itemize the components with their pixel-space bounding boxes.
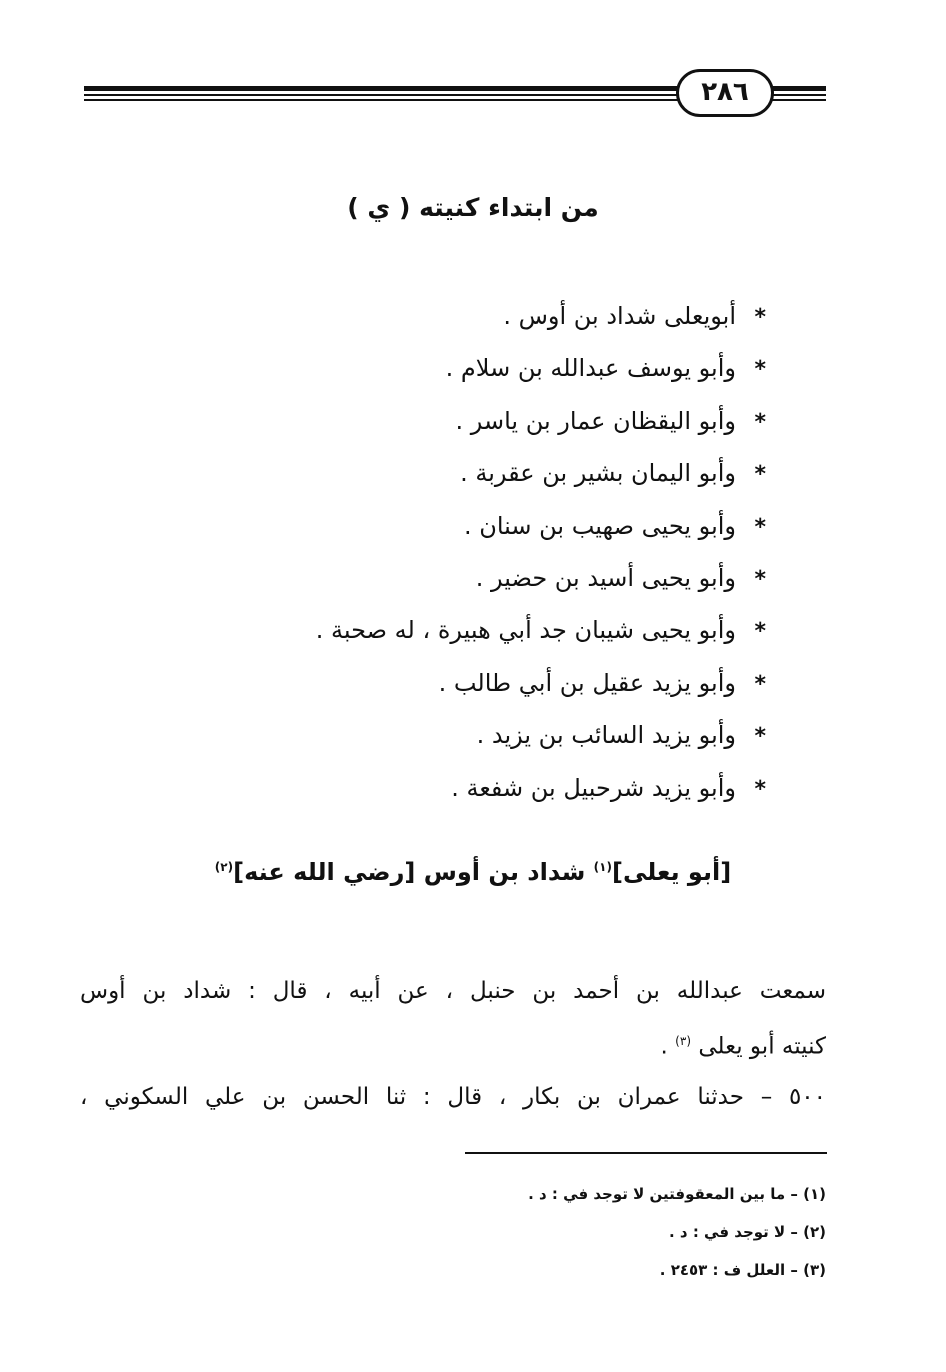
list-item: *وأبو يوسف عبدالله بن سلام . <box>316 352 766 404</box>
list-item: *وأبو يحيى صهيب بن سنان . <box>316 510 766 562</box>
list-item: *وأبو يحيى أسيد بن حضير . <box>316 562 766 614</box>
bullet-star-icon: * <box>754 566 766 592</box>
list-item: *وأبو اليمان بشير بن عقربة . <box>316 457 766 509</box>
list-item: *أبويعلى شداد بن أوس . <box>316 300 766 352</box>
bullet-star-icon: * <box>754 409 766 435</box>
footnote-item: (١) – ما بين المعقوفتين لا توجد في : د . <box>528 1185 826 1203</box>
bullet-star-icon: * <box>754 671 766 697</box>
list-item: *وأبو يزيد عقيل بن أبي طالب . <box>316 667 766 719</box>
list-item: *وأبو يزيد السائب بن يزيد . <box>316 719 766 771</box>
bullet-star-icon: * <box>754 305 766 330</box>
body-line: سمعت عبدالله بن أحمد بن حنبل ، عن أبيه ، قال : شداد بن أوس <box>80 978 826 1004</box>
footnote-ref[interactable]: (٢) <box>214 860 234 874</box>
kunya-list <box>316 300 766 824</box>
list-item: *وأبو يحيى شيبان جد أبي هبيرة ، له صحبة . <box>316 614 766 666</box>
bullet-star-icon: * <box>754 357 766 383</box>
bullet-star-icon: * <box>754 514 766 540</box>
footnotes <box>528 1180 826 1294</box>
bullet-star-icon: * <box>754 619 766 645</box>
footnote-ref[interactable]: (٣) <box>675 1034 691 1048</box>
footnote-item: (٢) – لا توجد في : د . <box>669 1223 826 1241</box>
bullet-star-icon: * <box>754 462 766 488</box>
hadith-line: ٥٠٠ – حدثنا عمران بن بكار ، قال : ثنا الحسن بن علي السكوني ، <box>80 1084 826 1110</box>
footnote-item: (٣) – العلل ف : ٢٤٥٣ . <box>659 1261 826 1279</box>
page-number: ٢٨٦ <box>676 69 774 117</box>
bullet-star-icon: * <box>754 776 766 802</box>
bullet-star-icon: * <box>754 724 766 750</box>
list-item: *وأبو اليقظان عمار بن ياسر . <box>316 405 766 457</box>
footnote-divider <box>465 1152 827 1154</box>
footnote-ref[interactable]: (١) <box>593 860 612 874</box>
body-line: كنيته أبو يعلى $^{(٣)}$ . <box>660 1033 826 1060</box>
section-title: من ابتداء كنيته ( ي ) <box>347 193 599 222</box>
list-item: *وأبو يزيد شرحبيل بن شفعة . <box>316 772 766 824</box>
entry-heading: [أبو يعلى]$^{(١)}$ شداد بن أوس [رضي الله عنه]$^{(٢)}$ <box>214 858 732 886</box>
